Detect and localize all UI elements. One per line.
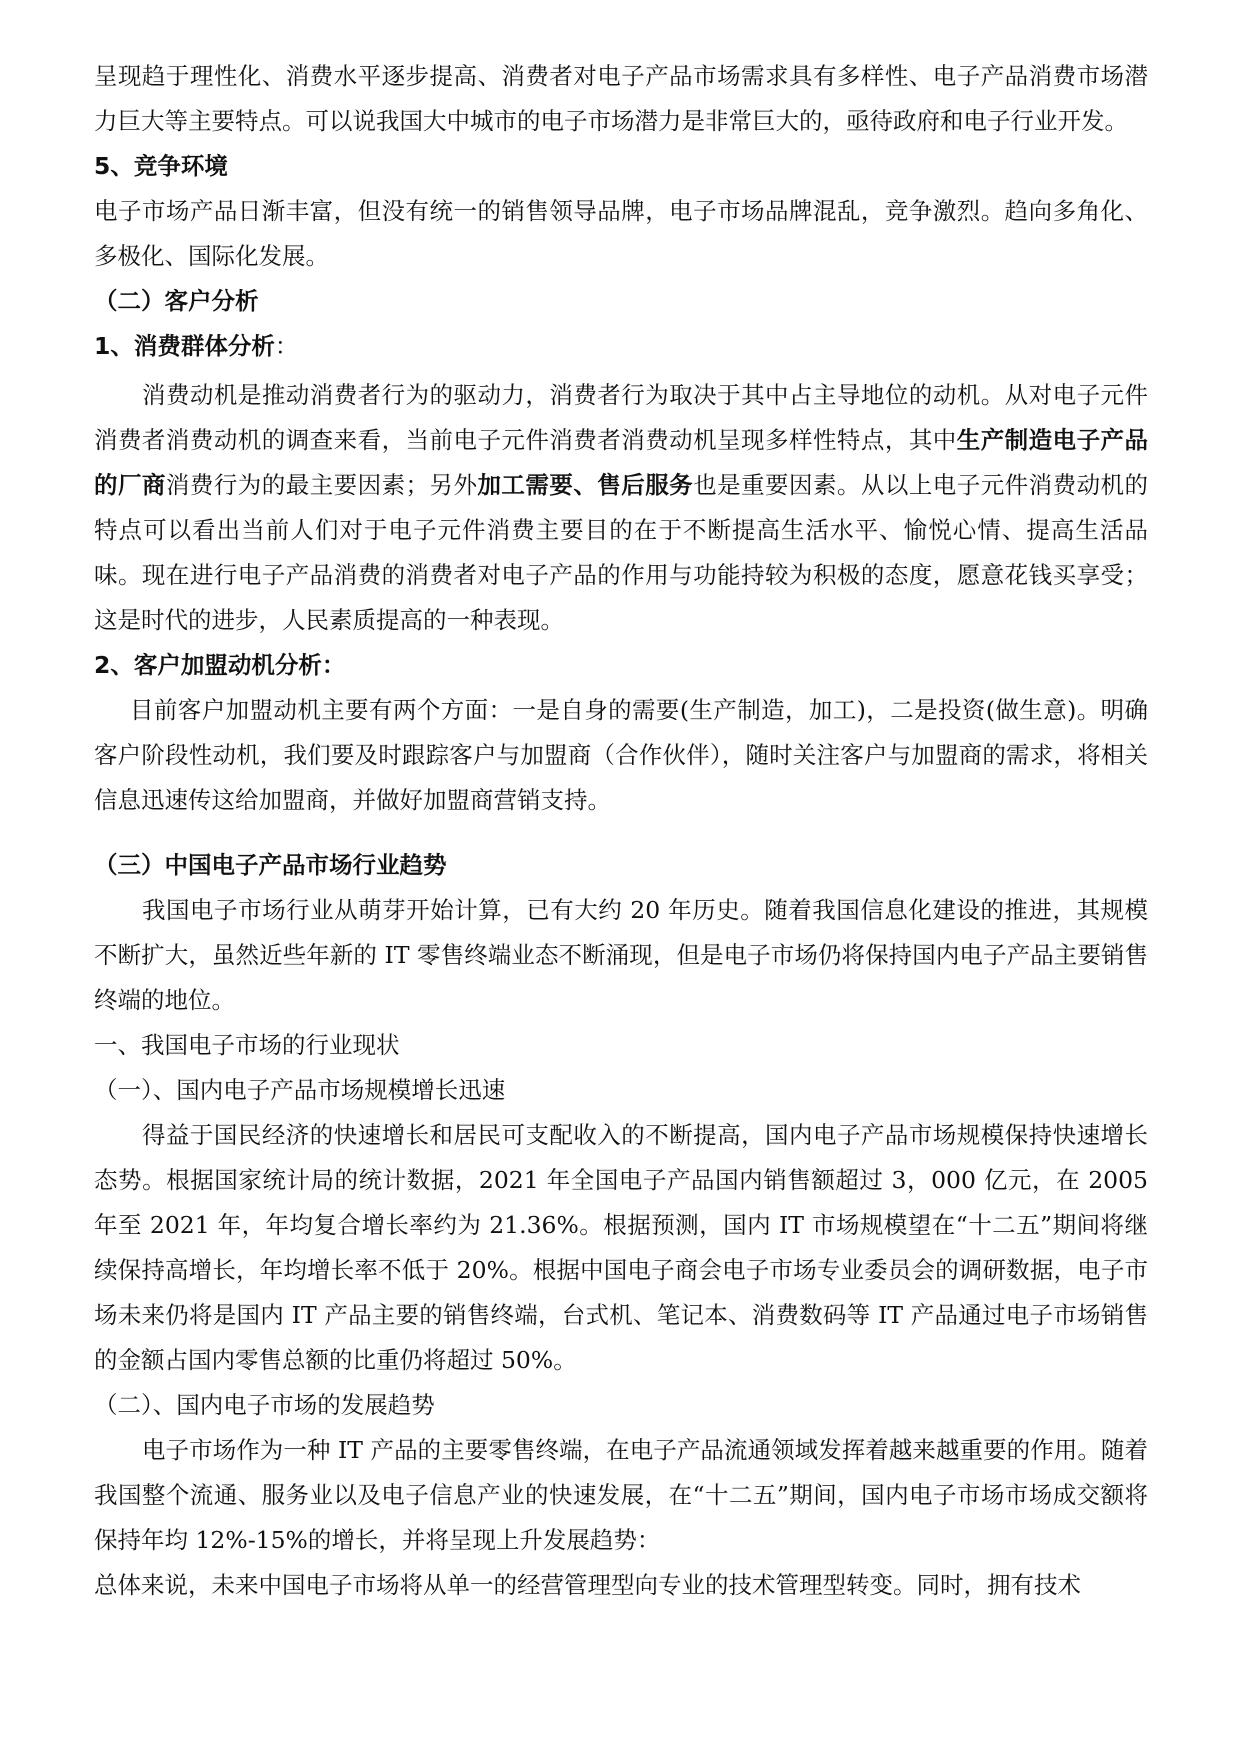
heading-consumer-group-colon: ： — [274, 332, 299, 360]
heading-consumer-group-text: 1、消费群体分析 — [94, 332, 275, 360]
paragraph-summary: 总体来说，未来中国电子市场将从单一的经营管理型向专业的技术管理型转变。同时，拥有技术 — [94, 1571, 1081, 1599]
paragraph-intro: 呈现趋于理性化、消费水平逐步提高、消费者对电子产品市场需求具有多样性、电子产品消费市场潜力巨大等主要特点。可以说我国大中城市的电子市场潜力是非常巨大的，亟待政府和电子行业开发。 — [94, 62, 1148, 135]
spacer — [94, 823, 1148, 843]
heading-customer-analysis: （二）客户分析 — [94, 287, 259, 315]
consumer-group-text-1: 消费动机是推动消费者行为的驱动力，消费者行为取决于其中占主导地位的动机。从对电子元件消费者消费动机的调查来看，当前电子元件消费者消费动机呈现多样性特点，其中 — [94, 381, 1148, 454]
document-page — [94, 54, 1148, 1608]
consumer-group-bold-1: 生产制造电子产品的厂商 — [94, 426, 1149, 499]
heading-market-scale: （一）、国内电子产品市场规模增长迅速 — [94, 1076, 506, 1104]
paragraph-market-scale: 得益于国民经济的快速增长和居民可支配收入的不断提高，国内电子产品市场规模保持快速增长态势。根据国家统计局的统计数据，2021 年全国电子产品国内销售额超过 3，000 亿元，在 2005 年至 2021 年，年均复合增长率约为 21.36%。根据预测，国内 IT 市场规模望在“十二五”期间将继续保持高增长，年均增长率不低于 20%。根据中国电子商会电子市场专业委员会的调研数据，电子市场未来仍将是国内 IT 产品主要的销售终端，台式机、笔记本、消费数码等 IT 产品通过电子市场销售的金额占国内零售总额的比重仍将超过 50%。 — [94, 1121, 1148, 1374]
consumer-group-text-2: 消费行为的最主要因素；另外 — [165, 471, 478, 499]
heading-industry-status: 一、我国电子市场的行业现状 — [94, 1031, 400, 1059]
heading-competition: 5、竞争环境 — [94, 152, 228, 180]
paragraph-industry-trend: 我国电子市场行业从萌芽开始计算，已有大约 20 年历史。随着我国信息化建设的推进，其规模不断扩大，虽然近些年新的 IT 零售终端业态不断涌现，但是电子市场仍将保持国内电子产品主要销售终端的地位。 — [94, 896, 1148, 1014]
consumer-group-bold-2: 加工需要、售后服务 — [477, 471, 694, 499]
heading-industry-trend: （三）中国电子产品市场行业趋势 — [94, 851, 447, 879]
consumer-group-text-3: 也是重要因素。从以上电子元件消费动机的特点可以看出当前人们对于电子元件消费主要目的在于不断提高生活水平、愉悦心情、提高生活品味。现在进行电子产品消费的消费者对电子产品的作用与功能持较为积极的态度，愿意花钱买享受；这是时代的进步，人民素质提高的一种表现。 — [94, 471, 1149, 634]
heading-join-motive: 2、客户加盟动机分析： — [94, 651, 346, 679]
paragraph-join-motive: 目前客户加盟动机主要有两个方面：一是自身的需要(生产制造，加工)，二是投资(做生意)。明确客户阶段性动机，我们要及时跟踪客户与加盟商（合作伙伴），随时关注客户与加盟商的需求，将相关信息迅速传这给加盟商，并做好加盟商营销支持。 — [94, 696, 1148, 814]
paragraph-consumer-group — [94, 373, 1148, 643]
paragraph-market-development: 电子市场作为一种 IT 产品的主要零售终端，在电子产品流通领域发挥着越来越重要的作用。随着我国整个流通、服务业以及电子信息产业的快速发展，在“十二五”期间，国内电子市场市场成交额将保持年均 12%-15%的增长，并将呈现上升发展趋势： — [94, 1436, 1148, 1554]
heading-consumer-group — [94, 324, 1148, 369]
heading-market-development: （二）、国内电子市场的发展趋势 — [94, 1391, 435, 1419]
paragraph-competition: 电子市场产品日渐丰富，但没有统一的销售领导品牌，电子市场品牌混乱，竞争激烈。趋向多角化、多极化、国际化发展。 — [94, 197, 1148, 270]
